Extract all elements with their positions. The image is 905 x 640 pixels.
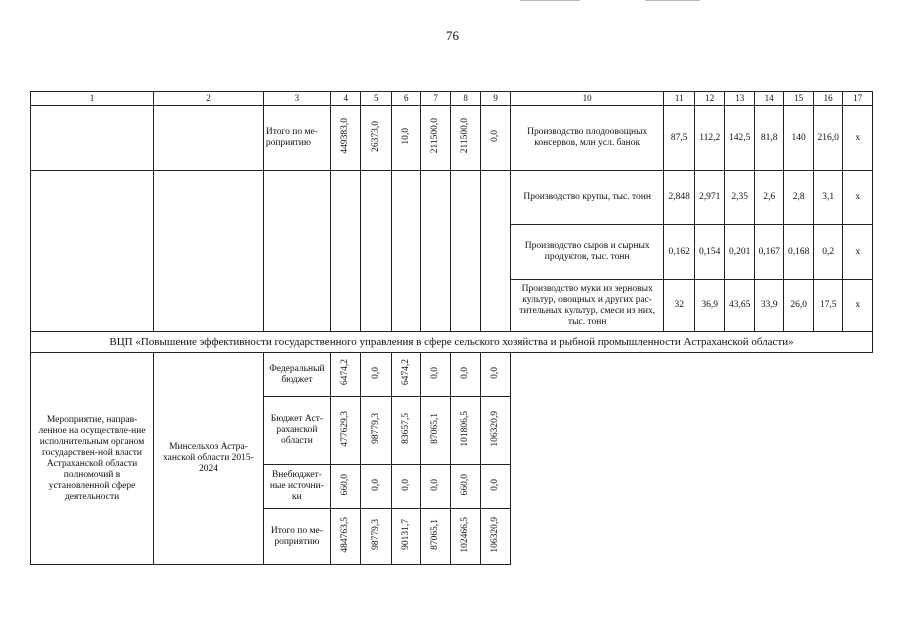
empty-cell <box>391 171 420 332</box>
indicator-value: 216,0 <box>813 106 842 171</box>
source-cell <box>421 353 450 397</box>
indicator-value: 2,971 <box>694 171 725 225</box>
empty-cell <box>154 171 264 332</box>
source-label: Внебюджет-ные источни-ки <box>263 465 330 509</box>
source-value: 0,0 <box>370 478 381 491</box>
indicator-name: Производство крупы, тыс. тонн <box>510 171 664 225</box>
indicator-value: 2,35 <box>725 171 754 225</box>
indicator-value: 81,8 <box>754 106 783 171</box>
source-cell <box>450 509 481 565</box>
empty-cell <box>421 171 450 332</box>
column-number: 11 <box>664 92 695 106</box>
top-rule-right <box>645 0 700 1</box>
indicator-name: Производство плодоовощных консервов, млн усл. банок <box>510 106 664 171</box>
indicator-value: 0,162 <box>664 225 695 280</box>
top-rule-left <box>520 0 580 1</box>
empty-cell <box>450 171 481 332</box>
source-cell <box>361 397 392 465</box>
source-value: 0,0 <box>430 478 441 491</box>
table-row <box>31 171 873 225</box>
indicator-value: 0,168 <box>784 225 813 280</box>
source-cell <box>450 397 481 465</box>
indicator-value: 0,2 <box>813 225 842 280</box>
column-number: 14 <box>754 92 783 106</box>
source-value: 0,0 <box>400 478 411 491</box>
source-value: 106320,9 <box>490 410 501 447</box>
itogo-cell <box>391 106 420 171</box>
indicator-value: 36,9 <box>694 280 725 332</box>
indicator-value: 87,5 <box>664 106 695 171</box>
source-cell <box>361 509 392 565</box>
source-value: 6474,2 <box>340 359 351 386</box>
activity-description: Мероприятие, направ-ленное на осуществле-ние исполнительным органом государствен-ной власти Астраханской области полномочий в установленной сфере деятельности <box>31 353 154 565</box>
empty-cell <box>31 171 154 332</box>
itogo-value: 0,0 <box>490 130 501 142</box>
column-number-row <box>31 92 873 106</box>
source-label: Федеральный бюджет <box>263 353 330 397</box>
column-number: 17 <box>843 92 873 106</box>
program-table <box>30 91 873 565</box>
indicator-value: x <box>843 280 873 332</box>
source-value: 484763,5 <box>340 516 351 553</box>
source-value: 477629,3 <box>340 410 351 447</box>
source-cell <box>481 397 510 465</box>
empty-area <box>510 353 872 565</box>
section-row <box>31 332 873 353</box>
source-cell <box>391 465 420 509</box>
indicator-value: 17,5 <box>813 280 842 332</box>
indicator-value: 2,6 <box>754 171 783 225</box>
empty-cell <box>154 106 264 171</box>
indicator-value: x <box>843 171 873 225</box>
indicator-name: Производство муки из зерновых культур, овощных и других рас-тительных культур, смеси из них, тыс. тонн <box>510 280 664 332</box>
source-cell <box>481 353 510 397</box>
source-label: Итого по ме-роприятию <box>263 509 330 565</box>
source-value: 0,0 <box>490 478 501 491</box>
indicator-value: x <box>843 225 873 280</box>
source-value: 0,0 <box>460 366 471 379</box>
indicator-value: 112,2 <box>694 106 725 171</box>
source-cell <box>421 397 450 465</box>
itogo-total-cell <box>330 106 361 171</box>
itogo-value: 211500,0 <box>460 118 471 154</box>
section-title: ВЦП «Повышение эффективности государственного управления в сфере сельского хозяйства и рыбной промышленности Астраханской области» <box>31 332 873 353</box>
source-cell <box>361 353 392 397</box>
itogo-cell <box>421 106 450 171</box>
indicator-value: 142,5 <box>725 106 754 171</box>
indicator-value: 2,8 <box>784 171 813 225</box>
source-cell <box>450 465 481 509</box>
table-row <box>31 106 873 171</box>
indicator-value: 43,65 <box>725 280 754 332</box>
source-cell <box>330 509 361 565</box>
indicator-value: 2,848 <box>664 171 695 225</box>
indicator-value: 0,154 <box>694 225 725 280</box>
indicator-value: 33,9 <box>754 280 783 332</box>
column-number: 8 <box>450 92 481 106</box>
column-number: 5 <box>361 92 392 106</box>
itogo-value: 211500,0 <box>430 118 441 154</box>
indicator-value: 26,0 <box>784 280 813 332</box>
source-cell <box>481 465 510 509</box>
column-number: 12 <box>694 92 725 106</box>
source-value: 87065,1 <box>430 519 441 550</box>
column-number: 4 <box>330 92 361 106</box>
source-value: 101806,5 <box>460 410 471 447</box>
source-value: 660,0 <box>460 473 471 496</box>
itogo-cell <box>481 106 510 171</box>
source-value: 106320,9 <box>490 516 501 553</box>
source-cell <box>391 353 420 397</box>
column-number: 1 <box>31 92 154 106</box>
column-number: 10 <box>510 92 664 106</box>
column-number: 13 <box>725 92 754 106</box>
column-number: 9 <box>481 92 510 106</box>
itogo-cell <box>450 106 481 171</box>
column-number: 2 <box>154 92 264 106</box>
source-cell <box>421 465 450 509</box>
source-value: 90131,7 <box>400 519 411 550</box>
source-value: 87065,1 <box>430 413 441 444</box>
source-value: 0,0 <box>490 366 501 379</box>
source-value: 0,0 <box>370 366 381 379</box>
source-cell <box>391 397 420 465</box>
indicator-value: 0,201 <box>725 225 754 280</box>
indicator-value: 140 <box>784 106 813 171</box>
empty-cell <box>361 171 392 332</box>
executor: Минсельхоз Астра-ханской области 2015-2024 <box>154 353 264 565</box>
empty-cell <box>263 171 330 332</box>
source-cell <box>330 353 361 397</box>
empty-cell <box>31 106 154 171</box>
source-value: 102466,5 <box>460 516 471 553</box>
source-value: 83657,5 <box>400 413 411 444</box>
itogo-value: 26373,0 <box>370 120 381 152</box>
source-label: Бюджет Аст-раханской области <box>263 397 330 465</box>
column-number: 7 <box>421 92 450 106</box>
itogo-cell <box>361 106 392 171</box>
column-number: 3 <box>263 92 330 106</box>
source-cell <box>421 509 450 565</box>
itogo-value: 10,0 <box>400 127 411 145</box>
column-number: 16 <box>813 92 842 106</box>
source-cell <box>361 465 392 509</box>
source-value: 98779,3 <box>370 413 381 444</box>
itogo-value: 449383,0 <box>340 118 351 154</box>
indicator-value: x <box>843 106 873 171</box>
column-number: 6 <box>391 92 420 106</box>
indicator-value: 0,167 <box>754 225 783 280</box>
source-cell <box>330 397 361 465</box>
empty-cell <box>481 171 510 332</box>
source-value: 98779,3 <box>370 519 381 550</box>
indicator-value: 32 <box>664 280 695 332</box>
indicator-name: Производство сыров и сырных продуктов, тыс. тонн <box>510 225 664 280</box>
empty-cell <box>330 171 361 332</box>
source-cell <box>450 353 481 397</box>
table-row <box>31 353 873 397</box>
source-value: 660,0 <box>340 473 351 496</box>
page-number: 76 <box>446 28 459 43</box>
source-cell <box>391 509 420 565</box>
source-cell <box>330 465 361 509</box>
source-cell <box>481 509 510 565</box>
source-value: 6474,2 <box>400 359 411 386</box>
indicator-value: 3,1 <box>813 171 842 225</box>
itogo-label: Итого по ме-роприятию <box>263 106 330 171</box>
column-number: 15 <box>784 92 813 106</box>
source-value: 0,0 <box>430 366 441 379</box>
